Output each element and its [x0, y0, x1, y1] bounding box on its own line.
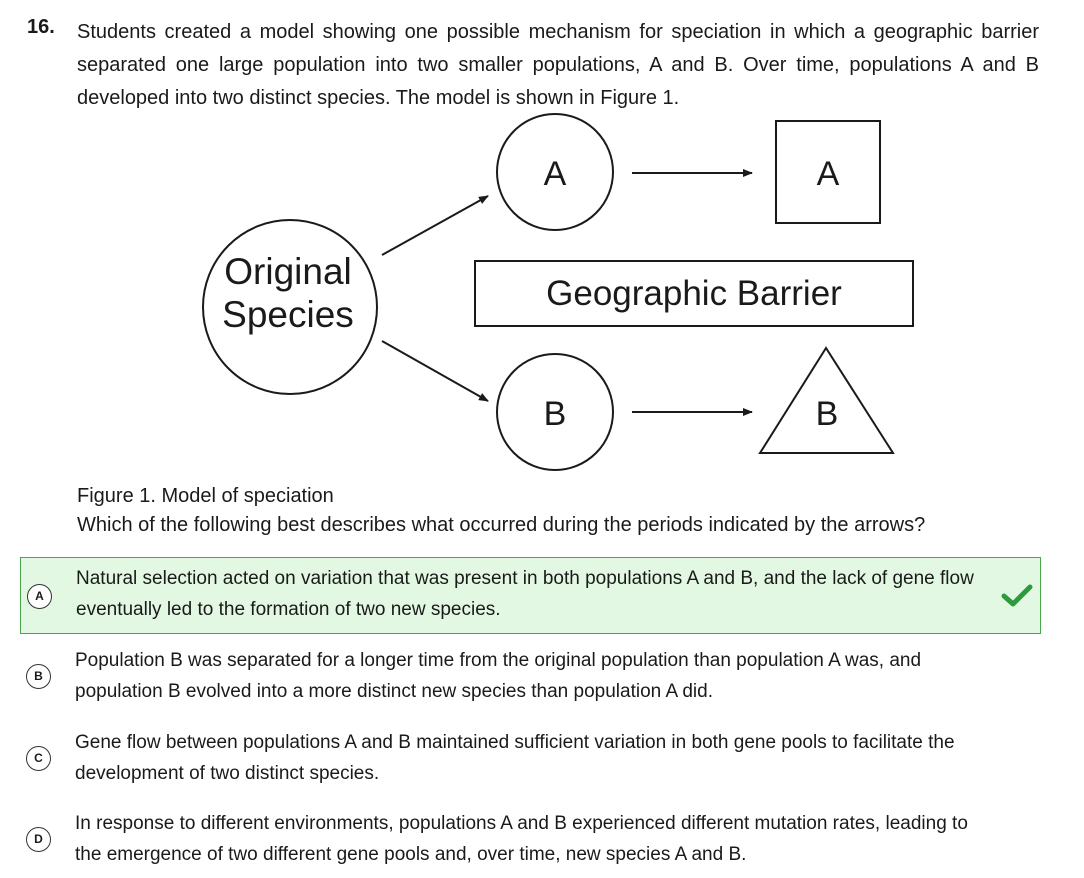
- option-c-text: Gene flow between populations A and B maintained sufficient variation in both gene pools to facilitate the development of two distinct species.: [75, 732, 955, 784]
- option-d-text: In response to different environments, populations A and B experienced different mutation rates, leading to the emergence of two different gene pools and, over time, new species A and B.: [75, 813, 968, 865]
- arrow-to-population-b: [382, 341, 488, 401]
- correct-check-icon: [1001, 584, 1033, 608]
- option-d-letter-badge[interactable]: D: [26, 827, 51, 852]
- question-number: 16.: [27, 16, 55, 38]
- geographic-barrier-label: Geographic Barrier: [546, 274, 842, 313]
- original-species-label-line1: Original: [224, 251, 352, 292]
- option-b[interactable]: [20, 640, 1041, 712]
- option-a-text: Natural selection acted on variation that was present in both populations A and B, and the lack of gene flow eventually led to the formation of two new species.: [76, 568, 974, 620]
- population-a-label: A: [543, 155, 567, 193]
- question-stem: Students created a model showing one possible mechanism for speciation in which a geographic barrier separated one large population into two smaller populations, A and B. Over time, populations A and B developed into two distinct species. The model is shown in Figure 1.: [77, 21, 1039, 109]
- original-species-label-line2: Species: [222, 294, 354, 335]
- option-a[interactable]: [20, 557, 1041, 634]
- species-a-label: A: [816, 155, 840, 193]
- species-b-label: B: [815, 395, 839, 433]
- option-b-letter-badge[interactable]: B: [26, 664, 51, 689]
- option-d[interactable]: [20, 803, 1041, 875]
- option-b-text: Population B was separated for a longer time from the original population than population A was, and population B evolved into a more distinct new species than population A did.: [75, 650, 922, 702]
- option-a-letter-badge[interactable]: A: [27, 584, 52, 609]
- figure-caption: Figure 1. Model of speciation: [77, 485, 334, 507]
- arrow-to-population-a: [382, 196, 488, 255]
- question-prompt: Which of the following best describes what occurred during the periods indicated by the arrows?: [77, 514, 926, 536]
- option-c-letter-badge[interactable]: C: [26, 746, 51, 771]
- population-b-label: B: [543, 395, 567, 433]
- option-c[interactable]: [20, 722, 1041, 794]
